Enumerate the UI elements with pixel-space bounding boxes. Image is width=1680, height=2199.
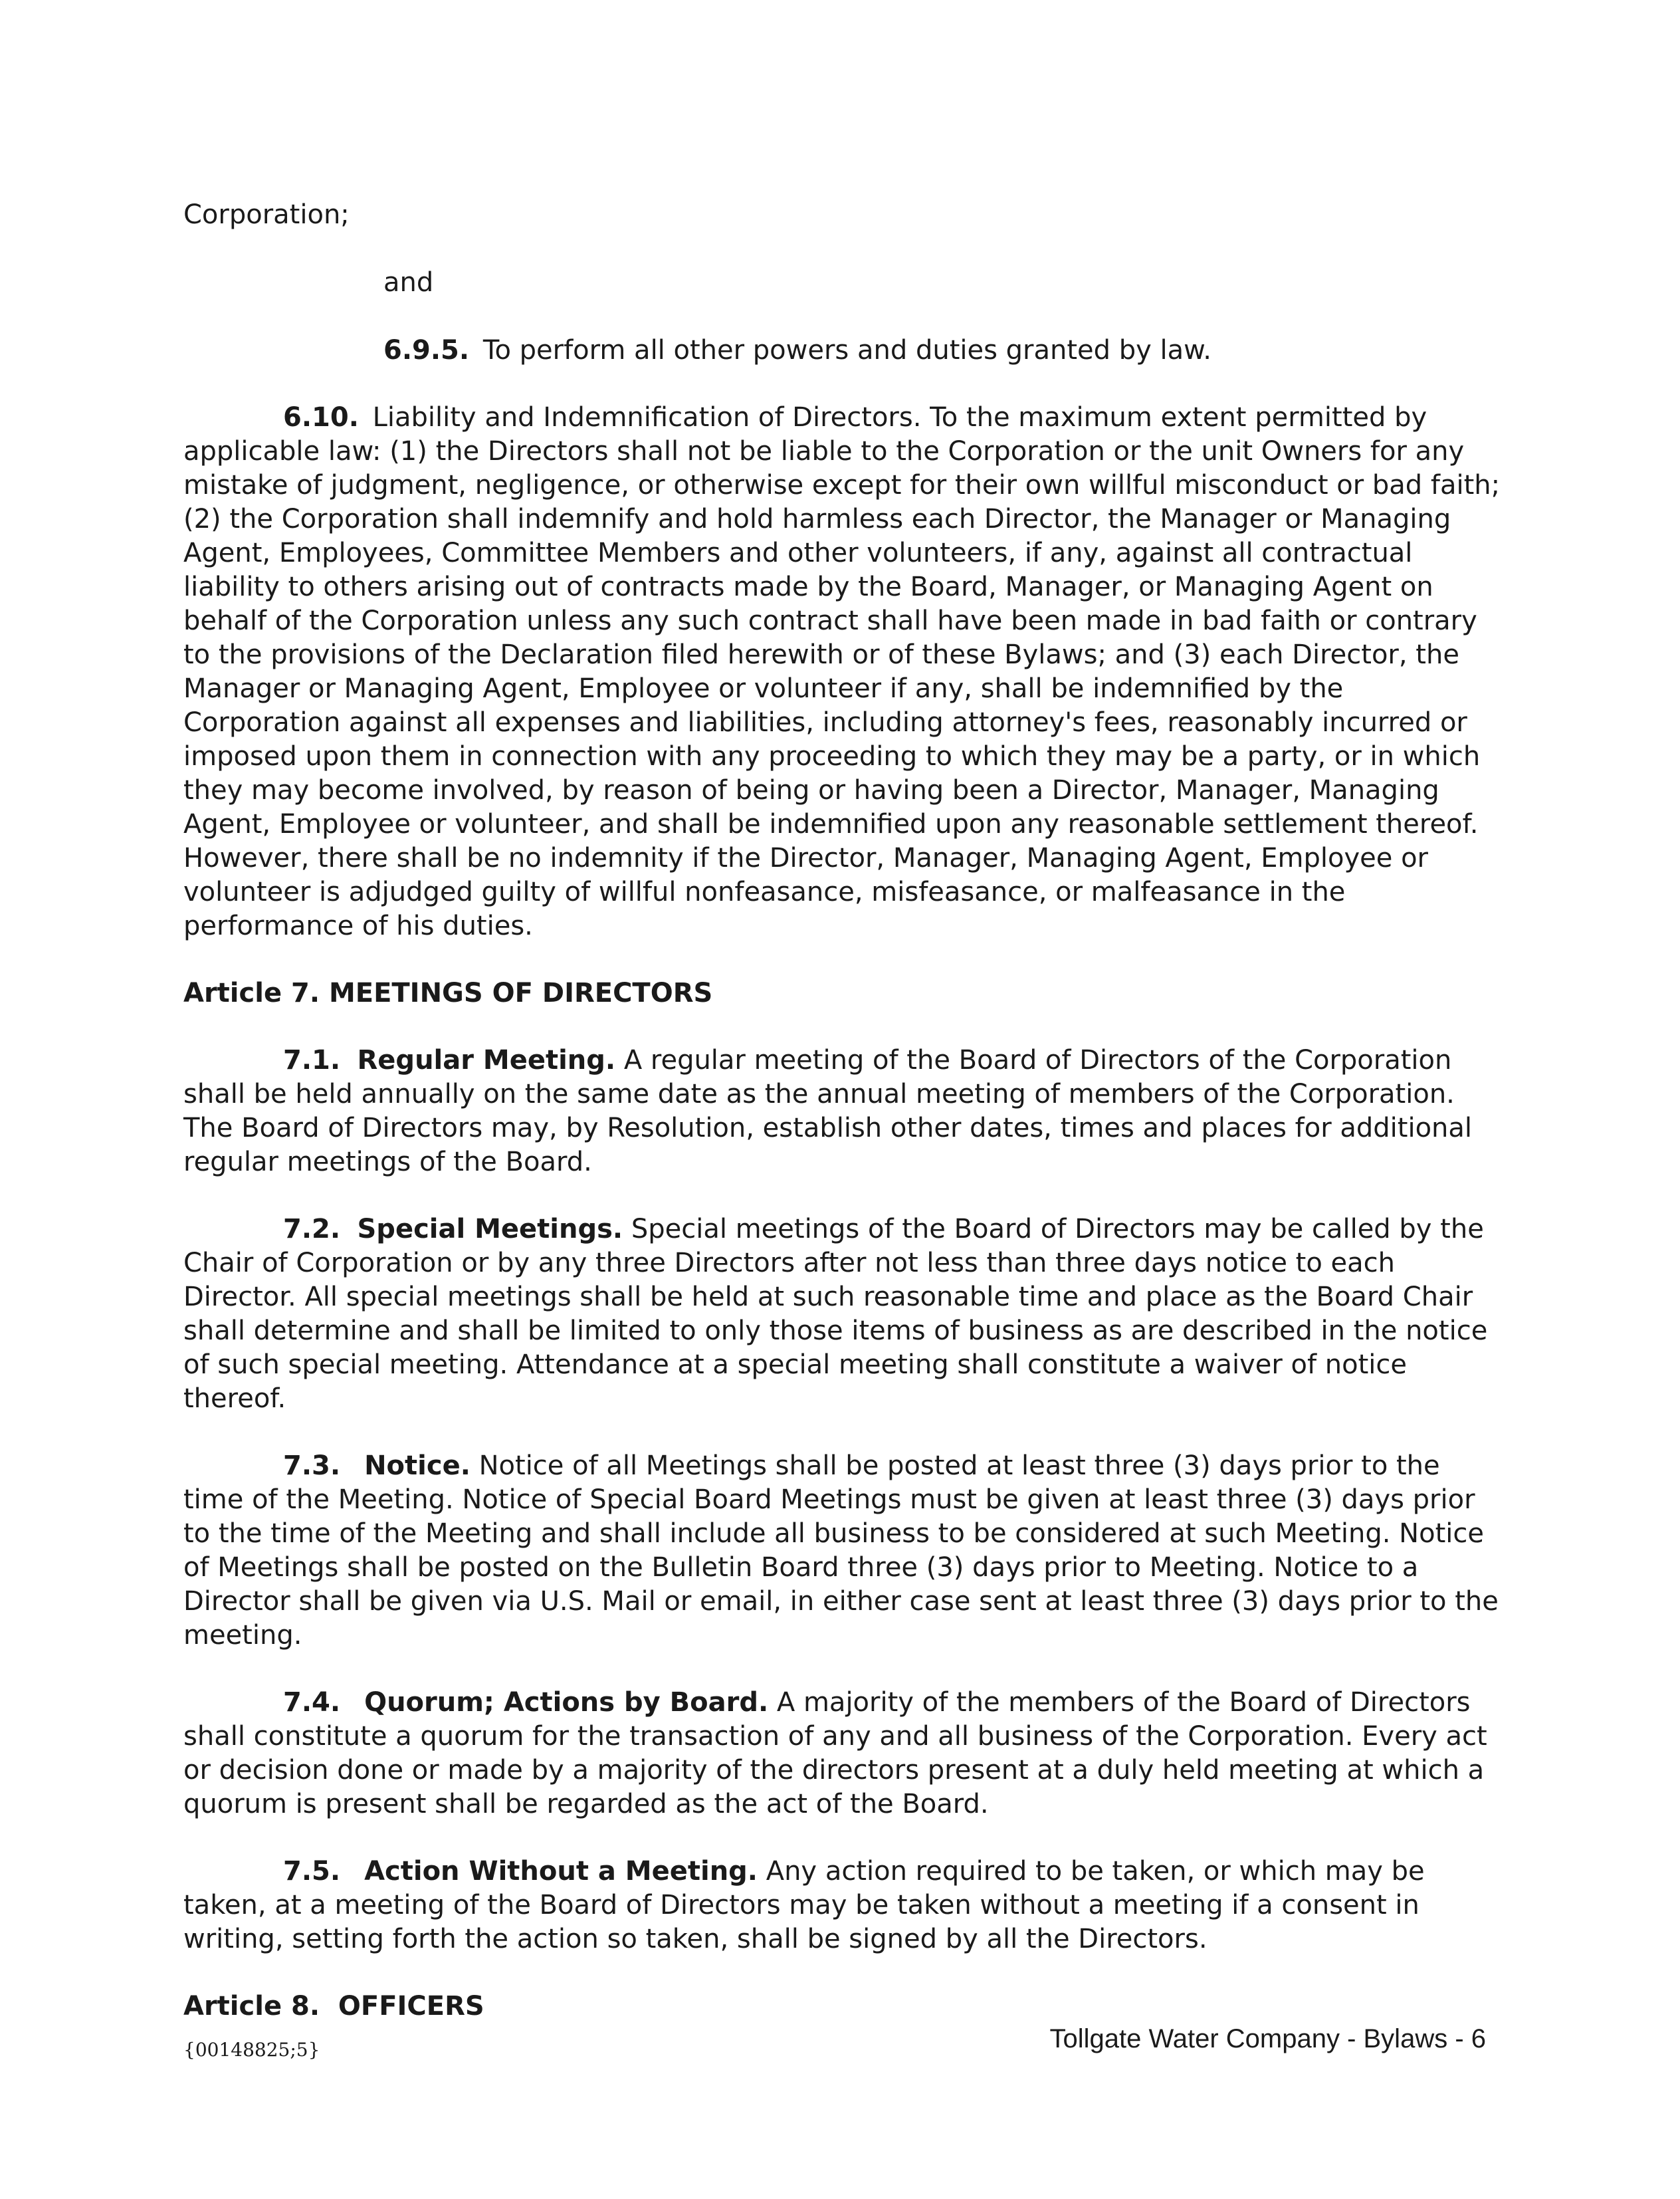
section-number: 7.1. bbox=[283, 1045, 341, 1076]
section-7-4 bbox=[183, 1686, 1501, 1821]
section-7-3 bbox=[183, 1449, 1501, 1653]
section-text: Any action required to be taken, or which may be taken, at a meeting of the Board of Directors may be taken without a meeting if a consent in writing, setting forth the action so taken, shall be signed by all the Directors. bbox=[183, 1856, 1425, 1954]
section-title: Action Without a Meeting. bbox=[364, 1856, 758, 1887]
section-title: Notice. bbox=[364, 1450, 471, 1481]
section-number: 6.9.5. bbox=[383, 335, 470, 366]
section-title: Special Meetings. bbox=[357, 1214, 623, 1244]
section-number: 7.2. bbox=[283, 1214, 341, 1244]
section-text: A majority of the members of the Board of Directors shall constitute a quorum for the transaction of any and all business of the Corporation. Every act or decision done or made by a majority of the directors present at a duly held meeting at which a quorum is present shall be regarded as the act of the Board. bbox=[183, 1687, 1487, 1819]
footer-doc-id: {00148825;5} bbox=[183, 2039, 320, 2061]
article-8-heading: Article 8. OFFICERS bbox=[183, 1991, 484, 2022]
continuation-text: Corporation; bbox=[183, 199, 350, 230]
section-text: Notice of all Meetings shall be posted at least three (3) days prior to the time of the Meeting. Notice of Special Board Meetings must be given at least three (3) days prior to the time of the Meeting and shall include all business to be considered at such Meeting. Notice of Meetings shall be posted on the Bulletin Board three (3) days prior to Meeting. Notice to a Director shall be given via U.S. Mail or email, in either case sent at least three (3) days prior to the meeting. bbox=[183, 1450, 1499, 1651]
section-number: 7.5. bbox=[283, 1856, 341, 1887]
footer-title: Tollgate Water Company - Bylaws - 6 bbox=[1049, 2024, 1486, 2053]
section-7-1 bbox=[183, 1044, 1501, 1179]
list-joiner: and bbox=[383, 267, 434, 298]
section-text: To perform all other powers and duties granted by law. bbox=[482, 335, 1211, 366]
section-title: Quorum; Actions by Board. bbox=[364, 1687, 769, 1718]
section-number: 6.10. bbox=[283, 402, 359, 433]
section-text: Special meetings of the Board of Directors may be called by the Chair of Corporation or by any three Directors after not less than three days notice to each Director. All special meetings shall be held at such reasonable time and place as the Board Chair shall determine and shall be limited to only those items of business as are described in the notice of such special meeting. Attendance at a special meeting shall constitute a waiver of notice thereof. bbox=[183, 1214, 1488, 1414]
section-6-10 bbox=[183, 401, 1501, 943]
section-number: 7.3. bbox=[283, 1450, 341, 1481]
section-title: Regular Meeting. bbox=[357, 1045, 616, 1076]
article-7-heading: Article 7. MEETINGS OF DIRECTORS bbox=[183, 978, 713, 1008]
section-text: A regular meeting of the Board of Directors of the Corporation shall be held annually on the same date as the annual meeting of members of the Corporation. The Board of Directors may, by Resolution, establish other dates, times and places for additional regular meetings of the Board. bbox=[183, 1045, 1473, 1177]
section-number: 7.4. bbox=[283, 1687, 341, 1718]
section-7-2 bbox=[183, 1213, 1501, 1416]
section-text: Liability and Indemnification of Directors. To the maximum extent permitted by applicable law: (1) the Directors shall not be liable to the Corporation or the unit Owners for any mistake of judgment, negligence, or otherwise except for their own willful misconduct or bad faith; (2) the Corporation shall indemnify and hold harmless each Director, the Manager or Managing Agent, Employees, Committee Members and other volunteers, if any, against all contractual liability to others arising out of contracts made by the Board, Manager, or Managing Agent on behalf of the Corporation unless any such contract shall have been made in bad faith or contrary to the provisions of the Declaration filed herewith or of these Bylaws; and (3) each Director, the Manager or Managing Agent, Employee or volunteer if any, shall be indemnified by the Corporation against all expenses and liabilities, including attorney's fees, reasonably incurred or imposed upon them in connection with any proceeding to which they may be a party, or in which they may become involved, by reason of being or having been a Director, Manager, Managing Agent, Employee or volunteer, and shall be indemnified upon any reasonable settlement thereof. However, there shall be no indemnity if the Director, Manager, Managing Agent, Employee or volunteer is adjudged guilty of willful nonfeasance, misfeasance, or malfeasance in the performance of his duties. bbox=[183, 402, 1501, 941]
section-6-9-5 bbox=[183, 334, 1501, 368]
section-7-5 bbox=[183, 1855, 1501, 1956]
